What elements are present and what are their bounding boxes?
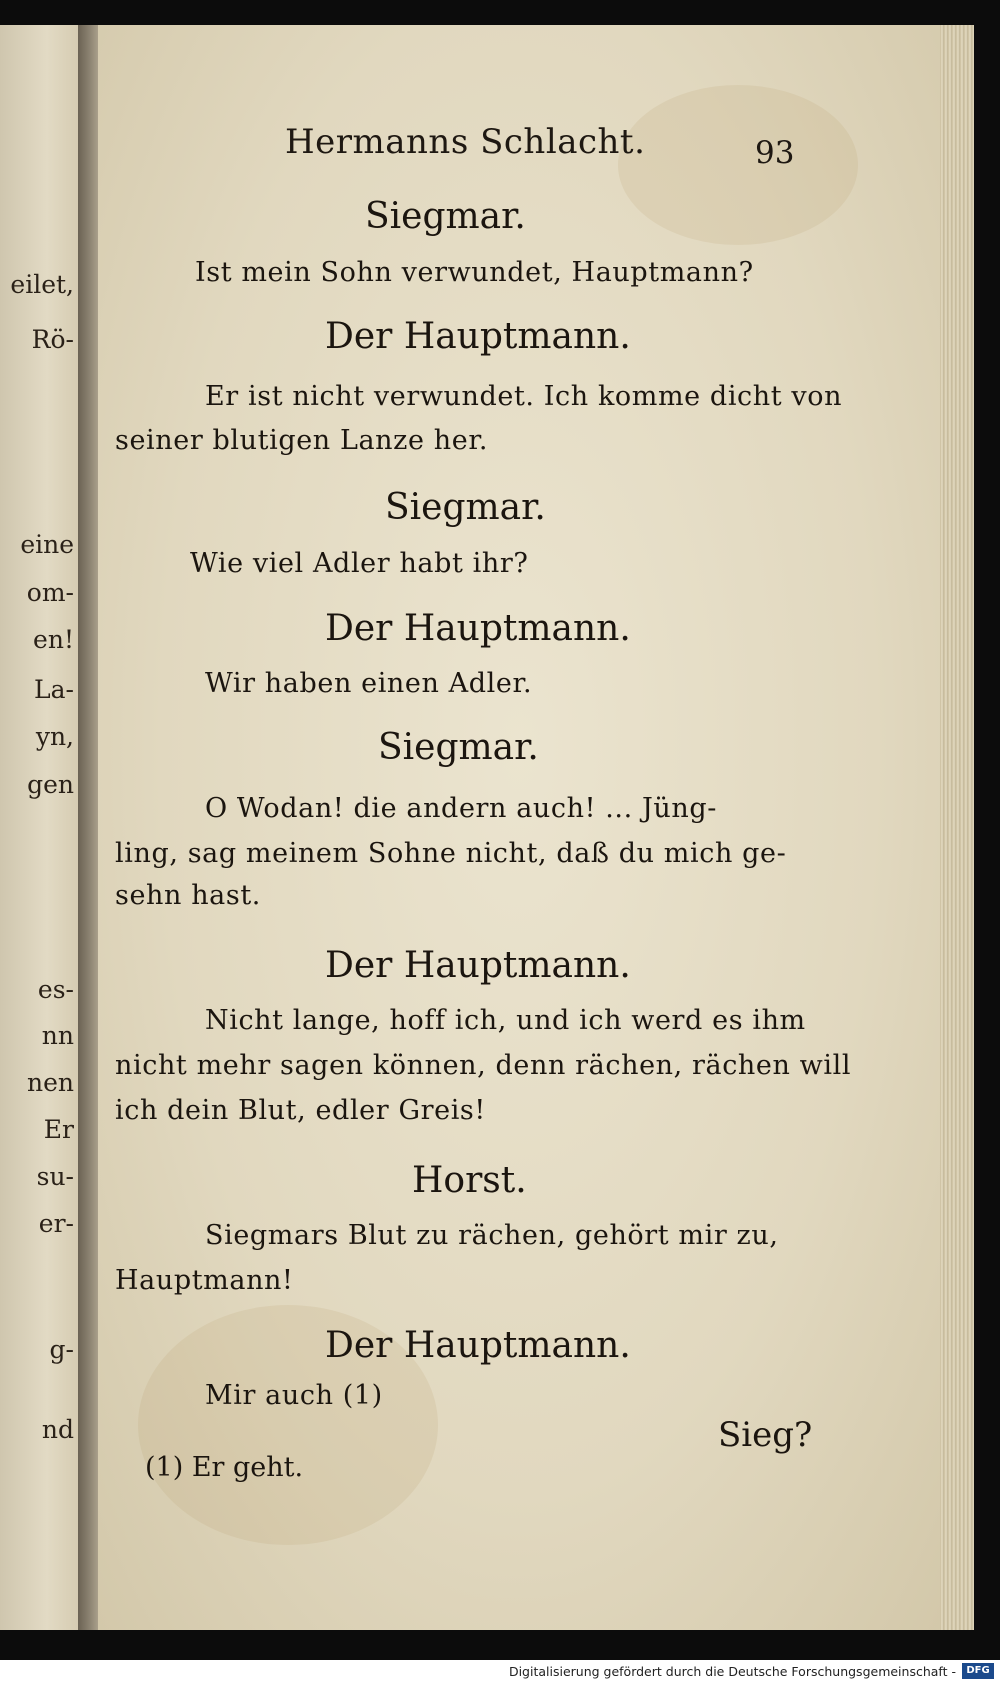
running-head: Hermanns Schlacht.	[285, 122, 646, 162]
prev-page-text: nen	[27, 1068, 74, 1097]
dialogue-line: sehn hast.	[115, 880, 261, 911]
prev-page-text: eine	[20, 530, 74, 559]
prev-page-text: es-	[37, 975, 74, 1004]
funding-credit: Digitalisierung gefördert durch die Deutsche Forschungsgemeinschaft -	[508, 1664, 956, 1679]
speaker-name: Der Hauptmann.	[325, 1325, 631, 1366]
speaker-name: Der Hauptmann.	[325, 945, 631, 986]
speaker-name: Siegmar.	[385, 487, 546, 528]
prev-page-text: g-	[49, 1335, 74, 1364]
catchword: Sieg?	[718, 1415, 813, 1455]
prev-page-text: La-	[34, 675, 74, 704]
dialogue-line: Hauptmann!	[115, 1265, 294, 1296]
prev-page-text: gen	[27, 770, 74, 799]
prev-page-text: en!	[33, 625, 74, 654]
dialogue-line: Er ist nicht verwundet. Ich komme dicht von	[205, 381, 843, 412]
dialogue-line: Nicht lange, hoff ich, und ich werd es ihm	[205, 1005, 806, 1036]
dialogue-line: seiner blutigen Lanze her.	[115, 425, 489, 456]
prev-page-text: nn	[41, 1021, 74, 1050]
dialogue-line: O Wodan! die andern auch! ... Jüng-	[205, 793, 717, 824]
dfg-logo-icon: DFG	[962, 1663, 994, 1679]
dialogue-line: Wie viel Adler habt ihr?	[190, 548, 529, 579]
dialogue-line: ling, sag meinem Sohne nicht, daß du mich ge-	[115, 838, 787, 869]
prev-page-text: er-	[38, 1209, 74, 1238]
book-gutter	[78, 25, 100, 1630]
paper-stain	[618, 85, 858, 245]
speaker-name: Der Hauptmann.	[325, 608, 631, 649]
dialogue-line: Siegmars Blut zu rächen, gehört mir zu,	[205, 1220, 779, 1251]
dialogue-line: Mir auch (1)	[205, 1380, 383, 1411]
dialogue-line: Ist mein Sohn verwundet, Hauptmann?	[195, 257, 754, 288]
dialogue-line: Wir haben einen Adler.	[205, 668, 533, 699]
digitization-footer	[0, 1660, 1000, 1685]
dialogue-line: ich dein Blut, edler Greis!	[115, 1095, 486, 1126]
prev-page-text: eilet,	[10, 270, 74, 299]
previous-page-fragment	[0, 25, 78, 1630]
footnote: (1) Er geht.	[145, 1452, 304, 1483]
page-edges	[940, 25, 974, 1630]
speaker-name: Siegmar.	[378, 727, 539, 768]
prev-page-text: nd	[41, 1415, 74, 1444]
speaker-name: Horst.	[412, 1160, 527, 1201]
prev-page-text: Rö-	[31, 325, 74, 354]
prev-page-text: om-	[26, 578, 74, 607]
prev-page-text: Er	[43, 1115, 74, 1144]
page-number: 93	[755, 135, 795, 171]
dialogue-line: nicht mehr sagen können, denn rächen, rächen will	[115, 1050, 852, 1081]
prev-page-text: yn,	[35, 722, 74, 751]
prev-page-text: su-	[36, 1162, 74, 1191]
speaker-name: Siegmar.	[365, 196, 526, 237]
speaker-name: Der Hauptmann.	[325, 316, 631, 357]
